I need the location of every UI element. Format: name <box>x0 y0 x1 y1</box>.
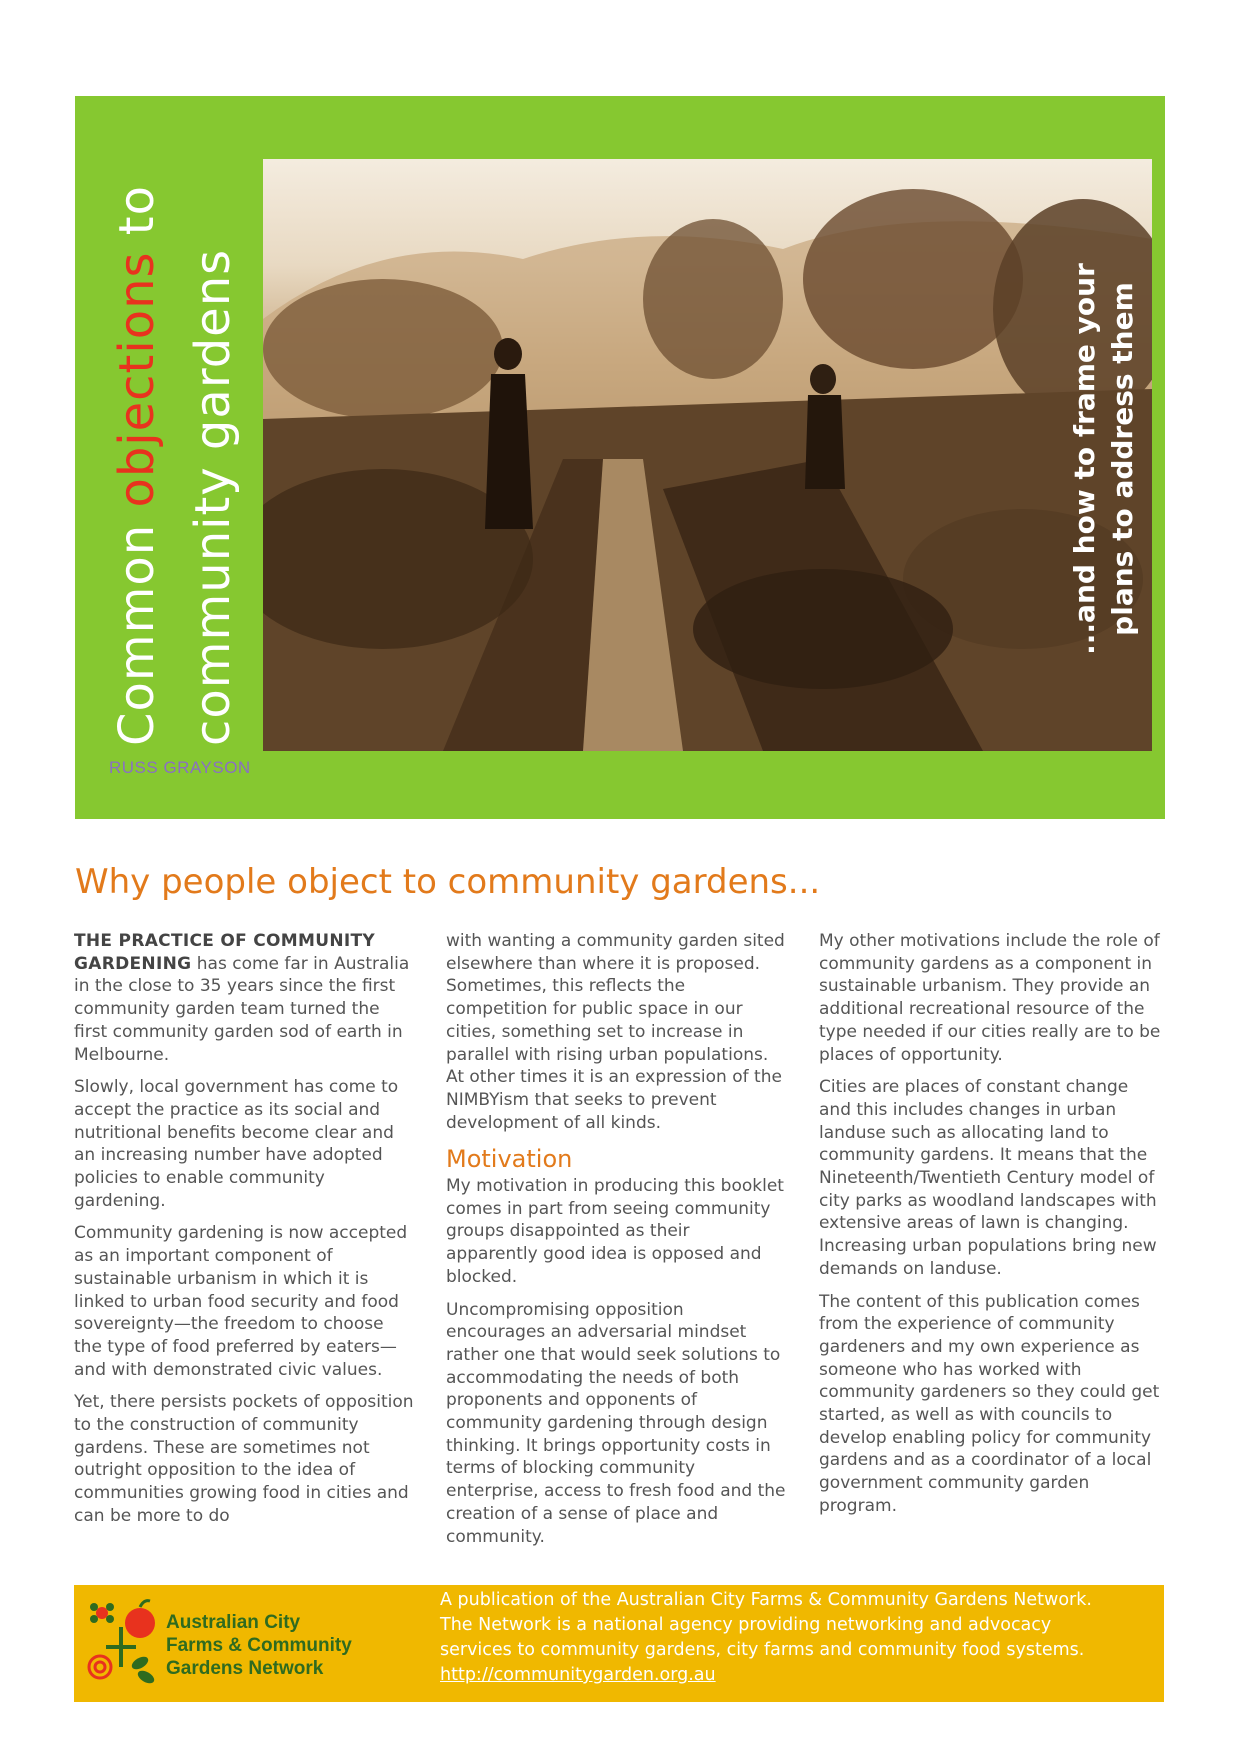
lead-in: THE PRACTICE OF COMMUNITY GARDENING <box>74 931 375 974</box>
footer-description <box>440 1588 1140 1688</box>
cover-subtitle <box>1066 219 1142 699</box>
article-heading: Why people object to community gardens... <box>75 862 821 902</box>
paragraph: Community gardening is now accepted as an important component of sustainable urbanism in which it is linked to urban food security and food sovereignty—the freedom to choose the type of food preferred by eaters—and with demonstrated civic values. <box>74 1223 408 1380</box>
paragraph: My motivation in producing this booklet comes in part from seeing community groups disappointed as their apparently good idea is opposed and blocked. <box>446 1176 784 1287</box>
cover-title-line2: community gardens <box>185 248 241 746</box>
cover-subtitle-line1: ...and how to frame your <box>1068 263 1101 655</box>
website-link[interactable]: http://communitygarden.org.au <box>440 1665 716 1685</box>
garden-photo-icon <box>263 159 1152 751</box>
author-name: RUSS GRAYSON <box>109 758 251 777</box>
network-logo-icon <box>84 1593 162 1693</box>
footer-line: services to community gardens, city farms and community food systems. <box>440 1640 1085 1660</box>
cover-title-block <box>75 96 265 756</box>
paragraph: Slowly, local government has come to accept the practice as its social and nutritional benefits become clear and an increasing number have adopted policies to enable community gardening. <box>74 1077 399 1211</box>
paragraph: with wanting a community garden sited elsewhere than where it is proposed. Sometimes, this reflects the competition for public space in our cities, something set to increase in parallel with rising urban populations. At other times it is an expression of the NIMBYism that seeks to prevent development of all kinds. <box>446 931 785 1133</box>
paragraph: THE PRACTICE OF COMMUNITY GARDENING has come far in Australia in the close to 35 years since the first community garden team turned the first community garden sod of earth in Melbourne. <box>74 931 410 1065</box>
paragraph: Cities are places of constant change and this includes changes in urban landuse such as allocating land to community gardens. It means that the Nineteenth/Twentieth Century model of city parks as woodland landscapes with extensive areas of lawn is changing. Increasing urban populations bring new demands on landuse. <box>819 1077 1157 1279</box>
paragraph: Uncompromising opposition encourages an adversarial mindset rather one that would seek solutions to accommodating the needs of both proponents and opponents of community gardening through design thinking. It brings opportunity costs in terms of blocking community enterprise, access to fresh food and the creation of a sense of place and community. <box>446 1299 786 1547</box>
article-column-3 <box>819 930 1164 1528</box>
cover-title-line1: Common objections to <box>109 185 165 746</box>
article-column-1 <box>74 930 414 1538</box>
paragraph: Yet, there persists pockets of opposition to the construction of community gardens. These are sometimes not outright opposition to the idea of communities growing food in cities and can be more to do <box>74 1392 414 1526</box>
network-logo-text: Australian City Farms & Community Gardens Network <box>166 1612 352 1679</box>
footer-banner <box>74 1585 1164 1702</box>
cover-title-accent: objections <box>109 251 165 508</box>
network-logo <box>84 1593 414 1693</box>
cover-panel <box>75 96 1165 819</box>
cover-subtitle-line2: plans to address them <box>1106 282 1139 636</box>
motivation-subheading: Motivation <box>446 1145 573 1174</box>
paragraph: My other motivations include the role of community gardens as a component in sustainable urbanism. They provide an additional recreational resource of the type needed if our cities really are to be places of opportunity. <box>819 931 1161 1065</box>
article-column-2 <box>446 930 786 1558</box>
footer-line: The Network is a national agency providing networking and advocacy <box>440 1615 1052 1635</box>
paragraph: The content of this publication comes from the experience of community gardeners and my own experience as someone who has worked with community gardeners so they could get started, as well as with councils to develop enabling policy for community gardens and as a coordinator of a local government community garden program. <box>819 1291 1160 1516</box>
footer-line: A publication of the Australian City Farms & Community Gardens Network. <box>440 1590 1092 1610</box>
